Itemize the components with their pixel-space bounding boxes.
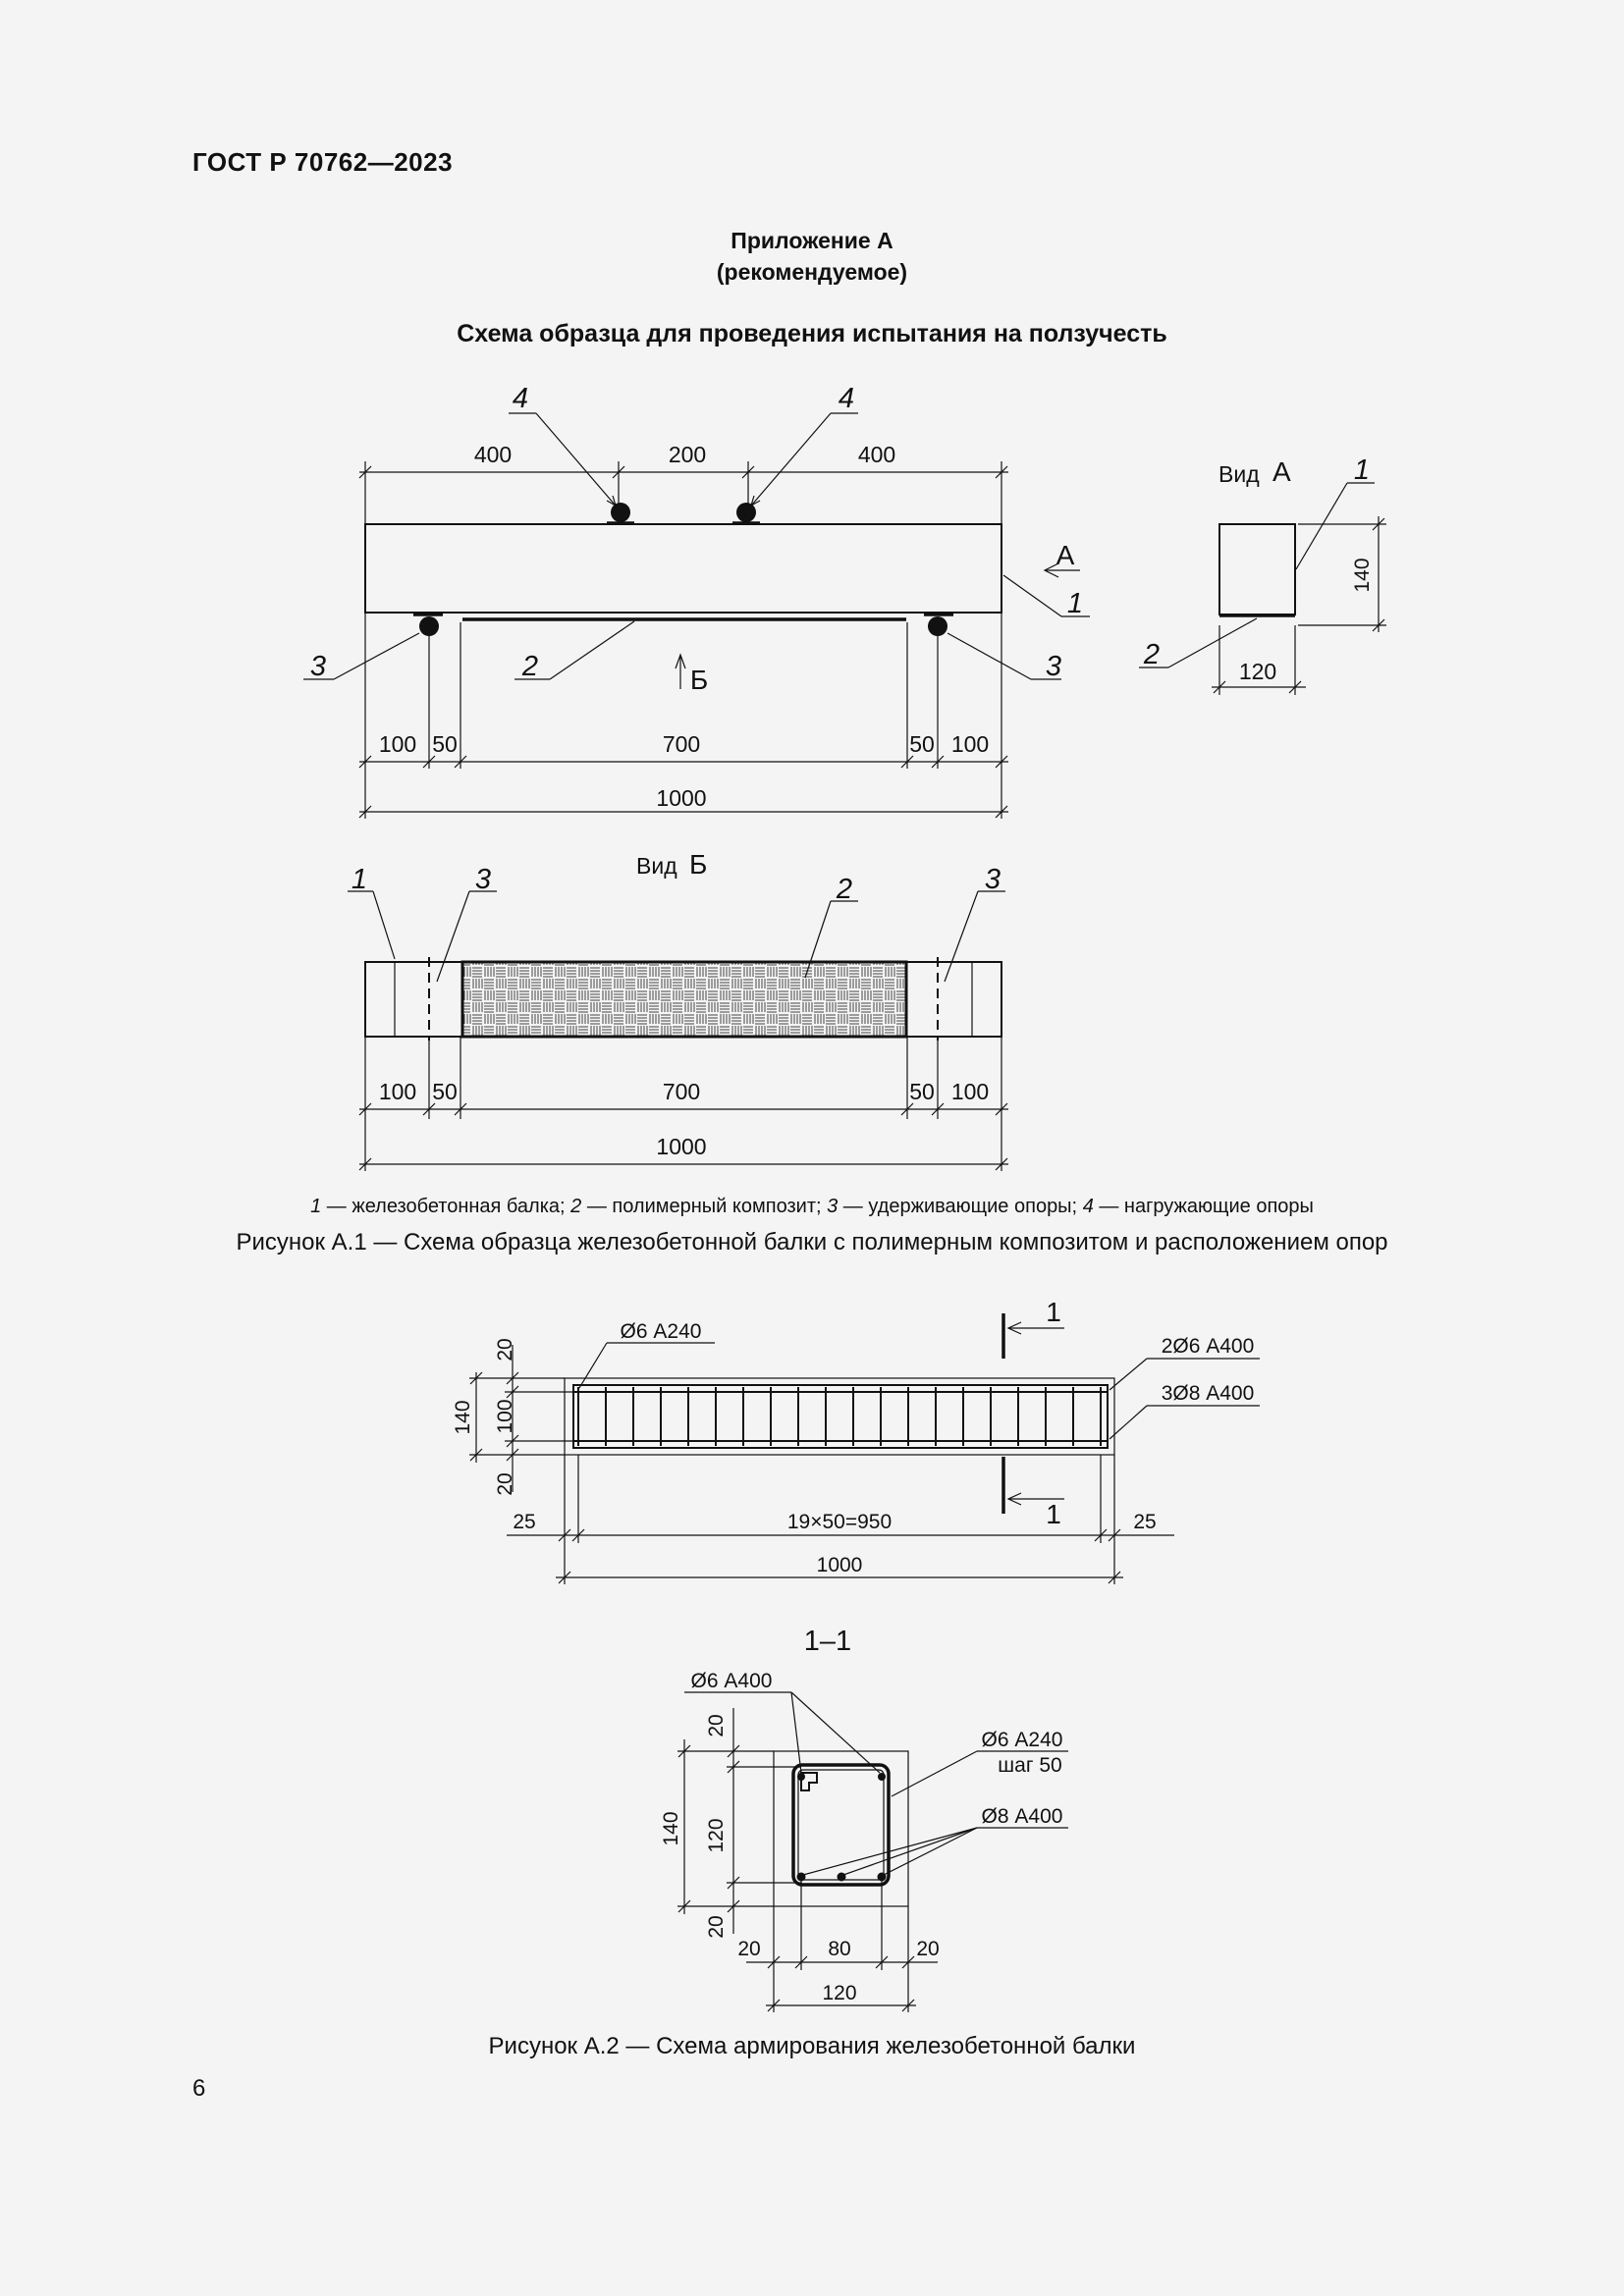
section-dim-left-3: 120 (705, 1818, 728, 1853)
elev-dim-left-4: 20 (494, 1472, 516, 1496)
section-1-1 (660, 1626, 1068, 2012)
view-b-label-3-left: 3 (474, 864, 492, 895)
section-dim-bottom-1: 20 (737, 1938, 761, 1960)
section-dim-bottom-3: 20 (916, 1938, 940, 1960)
elev-dim-left-1: 20 (494, 1338, 516, 1362)
view-b-dim-total: 1000 (656, 1134, 707, 1159)
dim-bottom-3: 700 (662, 731, 701, 757)
appendix-subtitle: (рекомендуемое) (716, 259, 908, 285)
elev-dim-total: 1000 (816, 1554, 863, 1576)
view-b-title: Вид (636, 853, 677, 879)
dim-bottom-5: 100 (950, 731, 990, 757)
figure2-caption: Рисунок А.2 — Схема армирования железобетонной балки (488, 2033, 1136, 2059)
stirrup-label: Ø6 А240 (620, 1320, 702, 1343)
legend-text-3: — удерживающие опоры; (842, 1196, 1078, 1217)
view-b (348, 849, 1008, 1171)
elev-dim-bottom-2: 19×50=950 (786, 1511, 893, 1533)
legend-text-1: — железобетонная балка; (326, 1196, 566, 1217)
section-dim-total: 120 (822, 1982, 857, 2004)
view-a-arrow-letter: А (1056, 540, 1075, 570)
view-a-letter: А (1272, 456, 1291, 487)
elev-dim-bottom-3: 25 (1133, 1511, 1157, 1533)
section-label-step: шаг 50 (998, 1754, 1062, 1777)
legend-num-2: 2 (570, 1196, 582, 1217)
view-b-letter: Б (689, 849, 708, 880)
dim-bottom-1: 100 (378, 731, 417, 757)
label-2: 2 (521, 651, 539, 682)
dim-bottom-4: 50 (909, 731, 935, 757)
section-dim-left-2: 140 (660, 1811, 682, 1846)
appendix-title: Приложение А (731, 228, 893, 253)
section-dim-bottom-2: 80 (828, 1938, 851, 1960)
label-1: 1 (1066, 588, 1084, 619)
section-title: Схема образца для проведения испытания на ползучесть (457, 320, 1167, 347)
dim-bottom-2: 50 (432, 731, 458, 757)
dim-top-1: 400 (473, 442, 513, 467)
elev-dim-left-3: 100 (494, 1399, 516, 1434)
legend-text-2: — полимерный композит; (586, 1196, 822, 1217)
view-b-label-2: 2 (836, 874, 853, 905)
label-4-right: 4 (838, 383, 855, 414)
view-a-title: Вид (1218, 461, 1260, 487)
legend-num-4: 4 (1082, 1196, 1094, 1217)
elev-dim-bottom-1: 25 (513, 1511, 536, 1533)
bottom-bars-label: 3Ø8 А400 (1161, 1382, 1255, 1405)
section-mark-bottom: 1 (1046, 1499, 1061, 1529)
dim-top-3: 400 (857, 442, 896, 467)
legend-num-3: 3 (827, 1196, 839, 1217)
reinforcement-elevation (452, 1297, 1260, 1584)
view-a-height: 140 (1351, 558, 1374, 593)
dim-top-2: 200 (668, 442, 707, 467)
top-bars-label: 2Ø6 А400 (1161, 1335, 1255, 1358)
section-dim-left-4: 20 (705, 1915, 728, 1939)
elev-dim-left-2: 140 (452, 1400, 474, 1435)
view-a-label-2: 2 (1143, 639, 1161, 670)
view-a (1139, 454, 1386, 695)
section-title-1-1: 1–1 (803, 1626, 852, 1657)
view-a-width: 120 (1238, 659, 1277, 684)
view-a-label-1: 1 (1353, 454, 1371, 486)
standard-header: ГОСТ Р 70762—2023 (192, 147, 454, 177)
section-label-bottom-bar: Ø8 А400 (981, 1805, 1063, 1828)
view-b-dim-2: 50 (432, 1079, 458, 1104)
view-b-dim-3: 700 (662, 1079, 701, 1104)
beam-elevation (303, 383, 1090, 819)
section-dim-left-1: 20 (705, 1714, 728, 1737)
figure1-caption: Рисунок А.1 — Схема образца железобетонной балки с полимерным композитом и расположением опор (236, 1229, 1388, 1255)
view-b-dim-4: 50 (909, 1079, 935, 1104)
section-label-stirrup: Ø6 А240 (981, 1729, 1063, 1751)
view-b-label-1: 1 (351, 864, 368, 895)
section-label-top-bar: Ø6 А400 (690, 1670, 773, 1692)
view-b-dim-1: 100 (378, 1079, 417, 1104)
view-b-dim-5: 100 (950, 1079, 990, 1104)
legend-text-4: — нагружающие опоры (1099, 1196, 1314, 1217)
view-b-label-3-right: 3 (984, 864, 1001, 895)
label-4-left: 4 (512, 383, 529, 414)
figure1-legend (0, 1196, 1624, 1218)
label-3-left: 3 (309, 651, 327, 682)
label-3-right: 3 (1045, 651, 1062, 682)
dim-total: 1000 (656, 785, 707, 811)
legend-num-1: 1 (310, 1196, 322, 1217)
section-mark-top: 1 (1046, 1297, 1061, 1327)
view-b-arrow-letter: Б (689, 665, 709, 695)
page-number: 6 (192, 2075, 206, 2102)
